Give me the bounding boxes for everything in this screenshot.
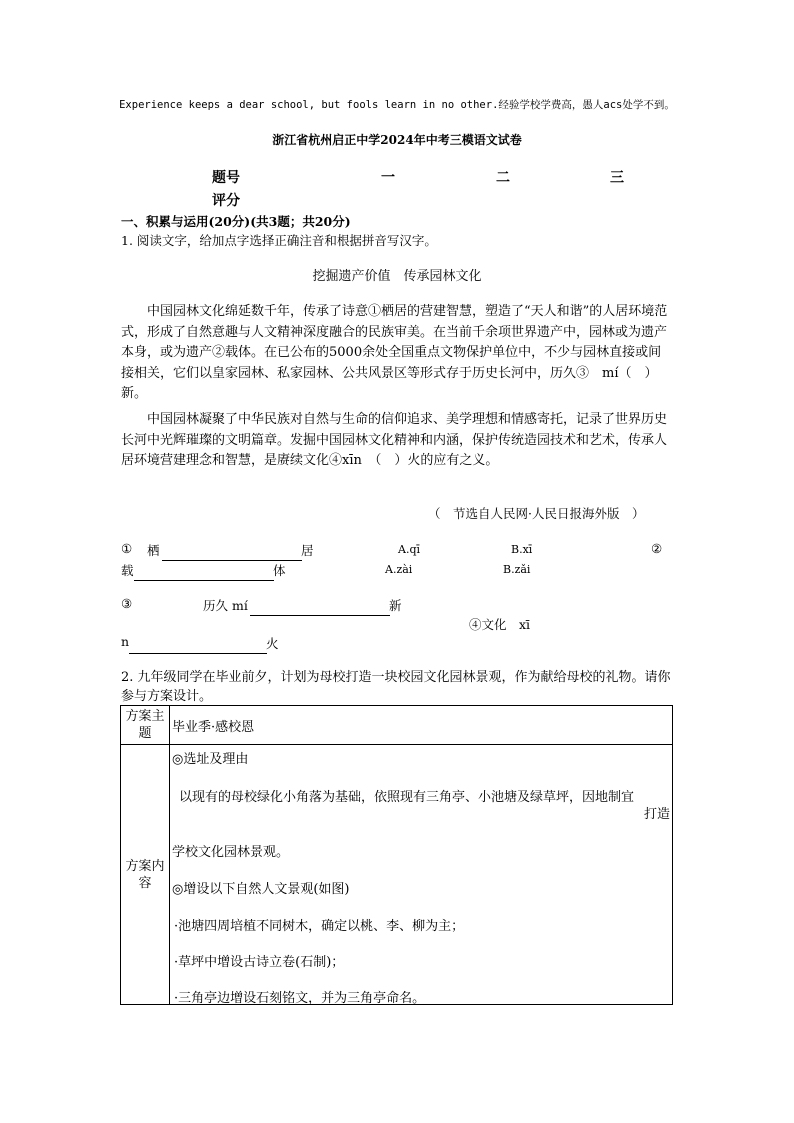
plan-line-site: ◎选址及理由 — [172, 752, 249, 767]
option-2-number: ② — [651, 541, 663, 556]
plan-theme-label: 方案主题 — [121, 706, 170, 745]
article-paragraph-2: 中国园林凝聚了中华民族对自然与生命的信仰追求、美学理想和情感寄托，记录了世界历史长河中光辉璀璨的文明篇章。发掘中国园林文化精神和内涵，保护传统造园技术和艺术，传承人居环境营建理念和智慧，是赓续文化④xīn （ ）火的应有之义。 — [121, 412, 668, 468]
option-1-choice-b[interactable]: B.xī — [511, 543, 533, 556]
plan-content-label: 方案内容 — [121, 745, 170, 1005]
plan-line-reason: 以现有的母校绿化小角落为基础，依照现有三角亭、小池塘及绿草坪，因地制宜 — [179, 790, 635, 805]
score-col-1: 一 — [381, 170, 395, 186]
score-col-3: 三 — [610, 170, 624, 186]
option-2-choice-b[interactable]: B.zǎi — [503, 563, 531, 576]
score-col-2: 二 — [496, 170, 510, 186]
section-heading: 一、积累与运用(20分)(共3题；共20分) — [121, 214, 351, 229]
plan-line-reason-3: 学校文化园林景观。 — [172, 845, 290, 860]
plan-line-add: ◎增设以下自然人文景观(如图) — [172, 882, 350, 897]
question-2-prompt: 2. 九年级同学在毕业前夕，计划为母校打造一块校园文化园林景观，作为献给母校的礼物。请你参与方案设计。 — [121, 670, 671, 704]
option-3-blank[interactable] — [250, 597, 390, 616]
option-2-choice-a[interactable]: A.zài — [385, 563, 413, 576]
plan-table — [120, 705, 673, 1005]
option-2-char-2: 体 — [273, 563, 286, 578]
option-2-char: 载 — [121, 563, 134, 578]
score-label-score: 评分 — [212, 193, 240, 209]
option-4-text: ④文化 xī — [469, 617, 531, 632]
plan-line-bullet-3: ·三角亭边增设石刻铭文，并为三角亭命名。 — [174, 991, 426, 1006]
article-source: （ 节选自人民网·人民日报海外版 ） — [428, 506, 645, 521]
plan-line-bullet-1: ·池塘四周培植不同树木，确定以桃、李、柳为主； — [174, 919, 465, 934]
option-3-number: ③ — [121, 596, 133, 611]
option-1-char-2: 居 — [301, 543, 314, 558]
option-3-text: 历久 mí — [203, 598, 248, 613]
plan-line-reason-2: 打造 — [643, 807, 670, 822]
exam-title: 浙江省杭州启正中学2024年中考三模语文试卷 — [272, 133, 522, 147]
option-1-char: 栖 — [147, 543, 160, 558]
plan-theme-value: 毕业季·感校恩 — [170, 706, 673, 745]
option-1-number: ① — [121, 541, 133, 556]
question-1-prompt: 1. 阅读文字，给加点字选择正确注音和根据拼音写汉字。 — [121, 233, 437, 248]
option-4-blank[interactable] — [129, 635, 267, 654]
option-1-blank[interactable] — [162, 542, 302, 561]
option-4-pinyin-tail: n — [121, 634, 130, 649]
article-paragraph-1: 中国园林文化绵延数千年，传承了诗意①栖居的营建智慧，塑造了“天人和谐”的人居环境范式，形成了自然意趣与人文精神深度融合的民族审美。在当前千余项世界遗产中，园林或为遗产本身，或为遗产②载体。在已公布的5000余处全国重点文物保护单位中，不少与园林直接或间接相关，它们以皇家园林、私家园林、公共风景区等形式存于历史长河中，历久③ mí（ ）新。 — [121, 304, 668, 401]
option-4-char: 火 — [266, 636, 279, 651]
article-title: 挖掘遗产价值 传承园林文化 — [312, 269, 482, 284]
plan-content-cell — [170, 745, 673, 1005]
option-1-choice-a[interactable]: A.qī — [398, 543, 420, 556]
option-2-blank[interactable] — [134, 562, 274, 581]
score-label-number: 题号 — [212, 170, 240, 186]
option-3-char-2: 新 — [389, 598, 402, 613]
page-motto: Experience keeps a dear school, but fools learn in no other.经验学校学费高，愚人acs处学不到。 — [119, 99, 675, 111]
plan-line-bullet-2: ·草坪中增设古诗立卷(石制)； — [174, 955, 345, 970]
